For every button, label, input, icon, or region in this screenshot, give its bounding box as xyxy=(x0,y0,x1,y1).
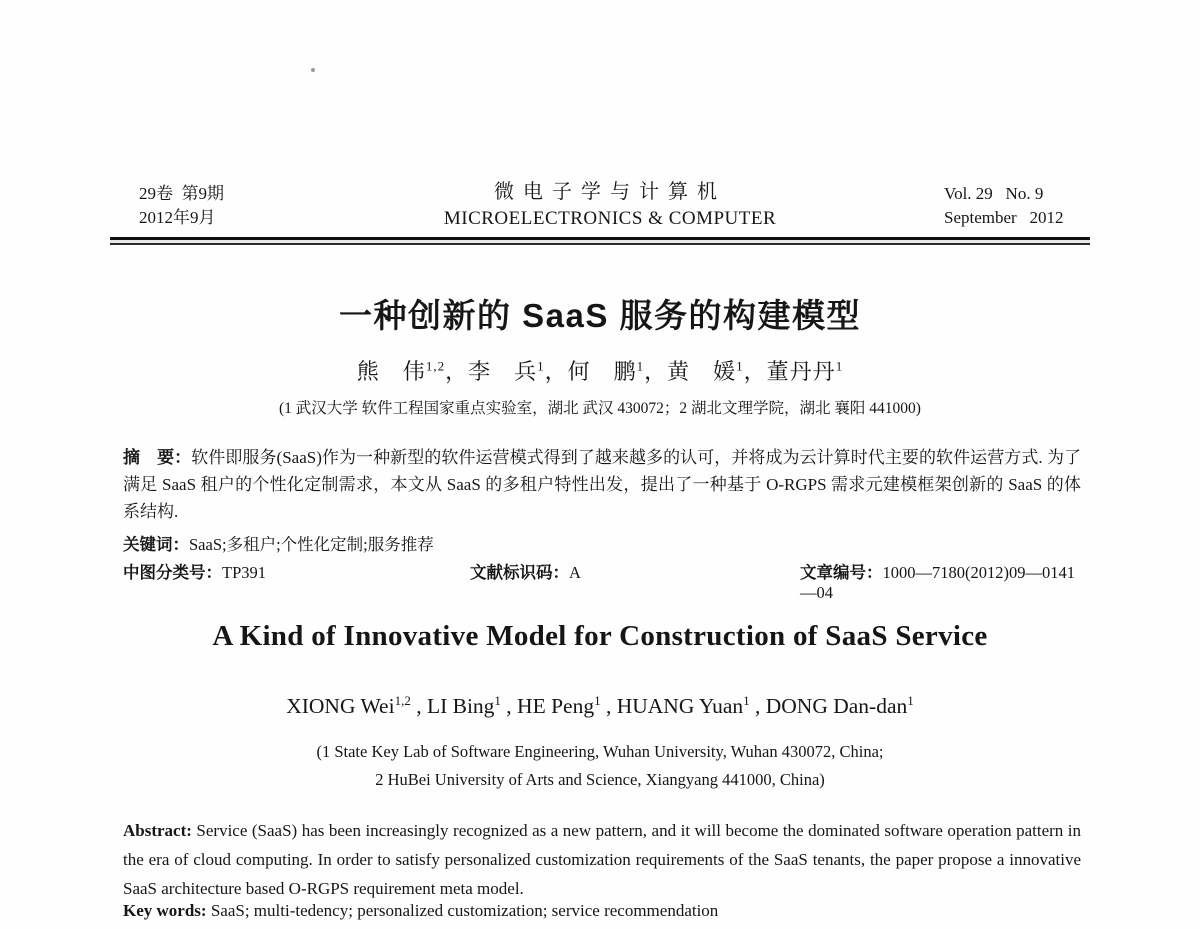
volume-number-line: Vol. 29 No. 9 xyxy=(944,184,1044,203)
article-id-value: 1000—7180(2012)09—0141—04 xyxy=(800,563,1075,602)
author-superscript: 1,2 xyxy=(425,358,446,374)
author-name: LI Bing xyxy=(426,694,495,719)
author-separator: ， xyxy=(743,359,767,384)
author-superscript: 1 xyxy=(743,693,750,708)
author-name: 董丹丹 xyxy=(766,359,836,384)
paper-title-english: A Kind of Innovative Model for Construction of SaaS Service xyxy=(212,620,988,652)
clc-value: TP391 xyxy=(222,563,267,582)
abstract-text-chinese: 软件即服务(SaaS)作为一种新型的软件运营模式得到了越来越多的认可，并将成为云计算时代主要的软件运营方式. 为了满足 SaaS 租户的个性化定制需求，本文从 SaaS 的多租户特性出发，提出了一种基于 O-RGPS 需求元建模框架创新的 SaaS 的体系结构. xyxy=(123,448,1082,521)
author-name: XIONG Wei xyxy=(286,694,395,719)
clc-number xyxy=(123,559,266,583)
abstract-english xyxy=(123,816,1081,903)
abstract-label-english: Abstract: xyxy=(123,821,192,840)
author-separator: ， xyxy=(544,359,568,384)
issue-date-line: 2012年9月 xyxy=(139,208,216,227)
volume-month-line: September 2012 xyxy=(944,208,1064,227)
classification-row xyxy=(123,559,1081,602)
author-superscript: 1,2 xyxy=(394,693,411,708)
issue-volume-line: 29卷 第9期 xyxy=(139,184,224,203)
author-superscript: 1 xyxy=(494,693,501,708)
author-name: HUANG Yuan xyxy=(616,694,744,719)
author-superscript: 1 xyxy=(537,358,545,374)
abstract-text-english: Service (SaaS) has been increasingly recognized as a new pattern, and it will become the dominated software operation pattern in the era of cloud computing. In order to satisfy personalized customization requirements of the SaaS tenants, the paper propose a innovative SaaS architecture based O-RGPS requirement meta model. xyxy=(123,821,1081,898)
author-separator: , xyxy=(500,694,518,719)
author-name: 何 鹏 xyxy=(567,359,637,384)
keywords-english xyxy=(123,901,1081,921)
keywords-text-chinese: SaaS;多租户;个性化定制;服务推荐 xyxy=(189,535,434,554)
clc-label: 中图分类号： xyxy=(123,563,222,582)
journal-issue-info xyxy=(139,182,224,230)
author-name: 黄 媛 xyxy=(667,359,737,384)
document-code-value: A xyxy=(569,563,581,582)
keywords-text-english: SaaS; multi-tedency; personalized customization; service recommendation xyxy=(206,901,719,920)
author-name: HE Peng xyxy=(517,694,595,719)
author-separator: , xyxy=(600,694,617,719)
journal-volume-info xyxy=(944,182,1063,230)
keywords-chinese xyxy=(123,531,1081,555)
journal-name-english: MICROELECTRONICS & COMPUTER xyxy=(443,208,777,229)
keywords-label-chinese: 关键词： xyxy=(123,535,189,554)
scan-artifact-dot xyxy=(311,68,315,72)
author-superscript: 1 xyxy=(594,693,601,708)
document-code xyxy=(470,559,581,583)
keywords-label-english: Key words: xyxy=(123,901,207,920)
author-separator: ， xyxy=(445,359,469,384)
article-id xyxy=(800,559,1081,603)
author-superscript: 1 xyxy=(736,358,744,374)
author-separator: , xyxy=(410,694,427,719)
header-divider-rule xyxy=(110,237,1090,245)
paper-title-chinese: 一种创新的 SaaS 服务的构建模型 xyxy=(338,297,862,334)
author-separator: , xyxy=(749,694,766,719)
author-name: 熊 伟 xyxy=(356,359,426,384)
abstract-label-chinese: 摘 要： xyxy=(123,448,192,467)
journal-name-chinese: 微电子学与计算机 xyxy=(494,181,726,203)
affiliation-english-line2: 2 HuBei University of Arts and Science, Xiangyang 441000, China) xyxy=(375,770,825,789)
author-superscript: 1 xyxy=(907,693,914,708)
abstract-chinese xyxy=(123,444,1081,525)
author-superscript: 1 xyxy=(636,358,645,374)
author-name: 李 兵 xyxy=(468,359,538,384)
author-superscript: 1 xyxy=(835,358,844,374)
authors-english xyxy=(0,693,1200,719)
authors-chinese xyxy=(0,355,1200,386)
journal-name xyxy=(390,179,830,232)
affiliation-chinese: (1 武汉大学 软件工程国家重点实验室，湖北 武汉 430072；2 湖北文理学院，湖北 襄阳 441000) xyxy=(279,400,921,417)
affiliation-english-line1: (1 State Key Lab of Software Engineering, Wuhan University, Wuhan 430072, China; xyxy=(316,742,884,761)
author-separator: ， xyxy=(644,359,668,384)
document-code-label: 文献标识码： xyxy=(470,563,569,582)
author-name: DONG Dan-dan xyxy=(765,694,908,719)
article-id-label: 文章编号： xyxy=(800,563,883,582)
